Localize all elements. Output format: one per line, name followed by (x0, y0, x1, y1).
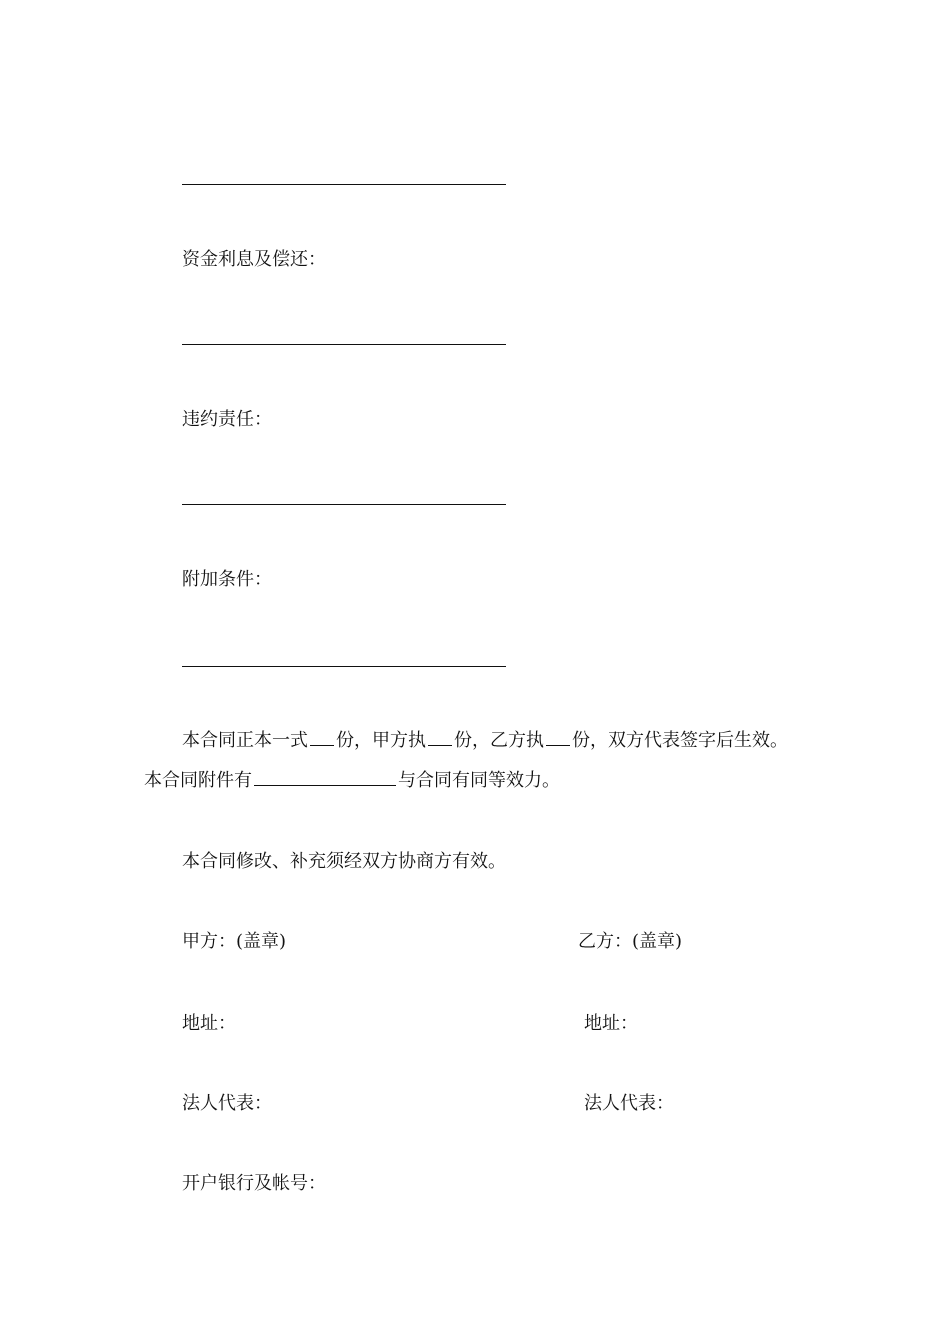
blank-line-1 (182, 184, 506, 185)
additional-label: 附加条件： (182, 569, 272, 590)
party-a-copies-blank (428, 729, 452, 746)
party-a-bank-account: 开户银行及帐号： (182, 1173, 326, 1194)
blank-line-2 (182, 344, 506, 345)
copies-text-2: 份，甲方执 (336, 730, 426, 751)
party-a-address: 地址： (182, 1013, 236, 1034)
copies-clause-line1 (182, 729, 788, 753)
blank-line-4 (182, 666, 506, 667)
party-b-representative: 法人代表： (584, 1093, 674, 1114)
annex-blank (254, 769, 396, 786)
party-b-seal: 乙方：(盖章) (578, 931, 683, 952)
copies-text-3: 份，乙方执 (454, 730, 544, 751)
party-a-representative: 法人代表： (182, 1093, 272, 1114)
amendment-clause: 本合同修改、补充须经双方协商方有效。 (182, 851, 506, 872)
annex-text-1: 本合同附件有 (144, 770, 252, 791)
annex-text-2: 与合同有同等效力。 (398, 770, 560, 791)
copies-clause-line2 (144, 769, 560, 793)
breach-label: 违约责任： (182, 409, 272, 430)
party-a-seal: 甲方：(盖章) (182, 931, 287, 952)
interest-label: 资金利息及偿还： (182, 249, 326, 270)
copies-count-blank (310, 729, 334, 746)
party-b-copies-blank (546, 729, 570, 746)
blank-line-3 (182, 504, 506, 505)
party-b-address: 地址： (584, 1013, 638, 1034)
copies-text-1: 本合同正本一式 (182, 730, 308, 751)
copies-text-4: 份，双方代表签字后生效。 (572, 730, 788, 751)
